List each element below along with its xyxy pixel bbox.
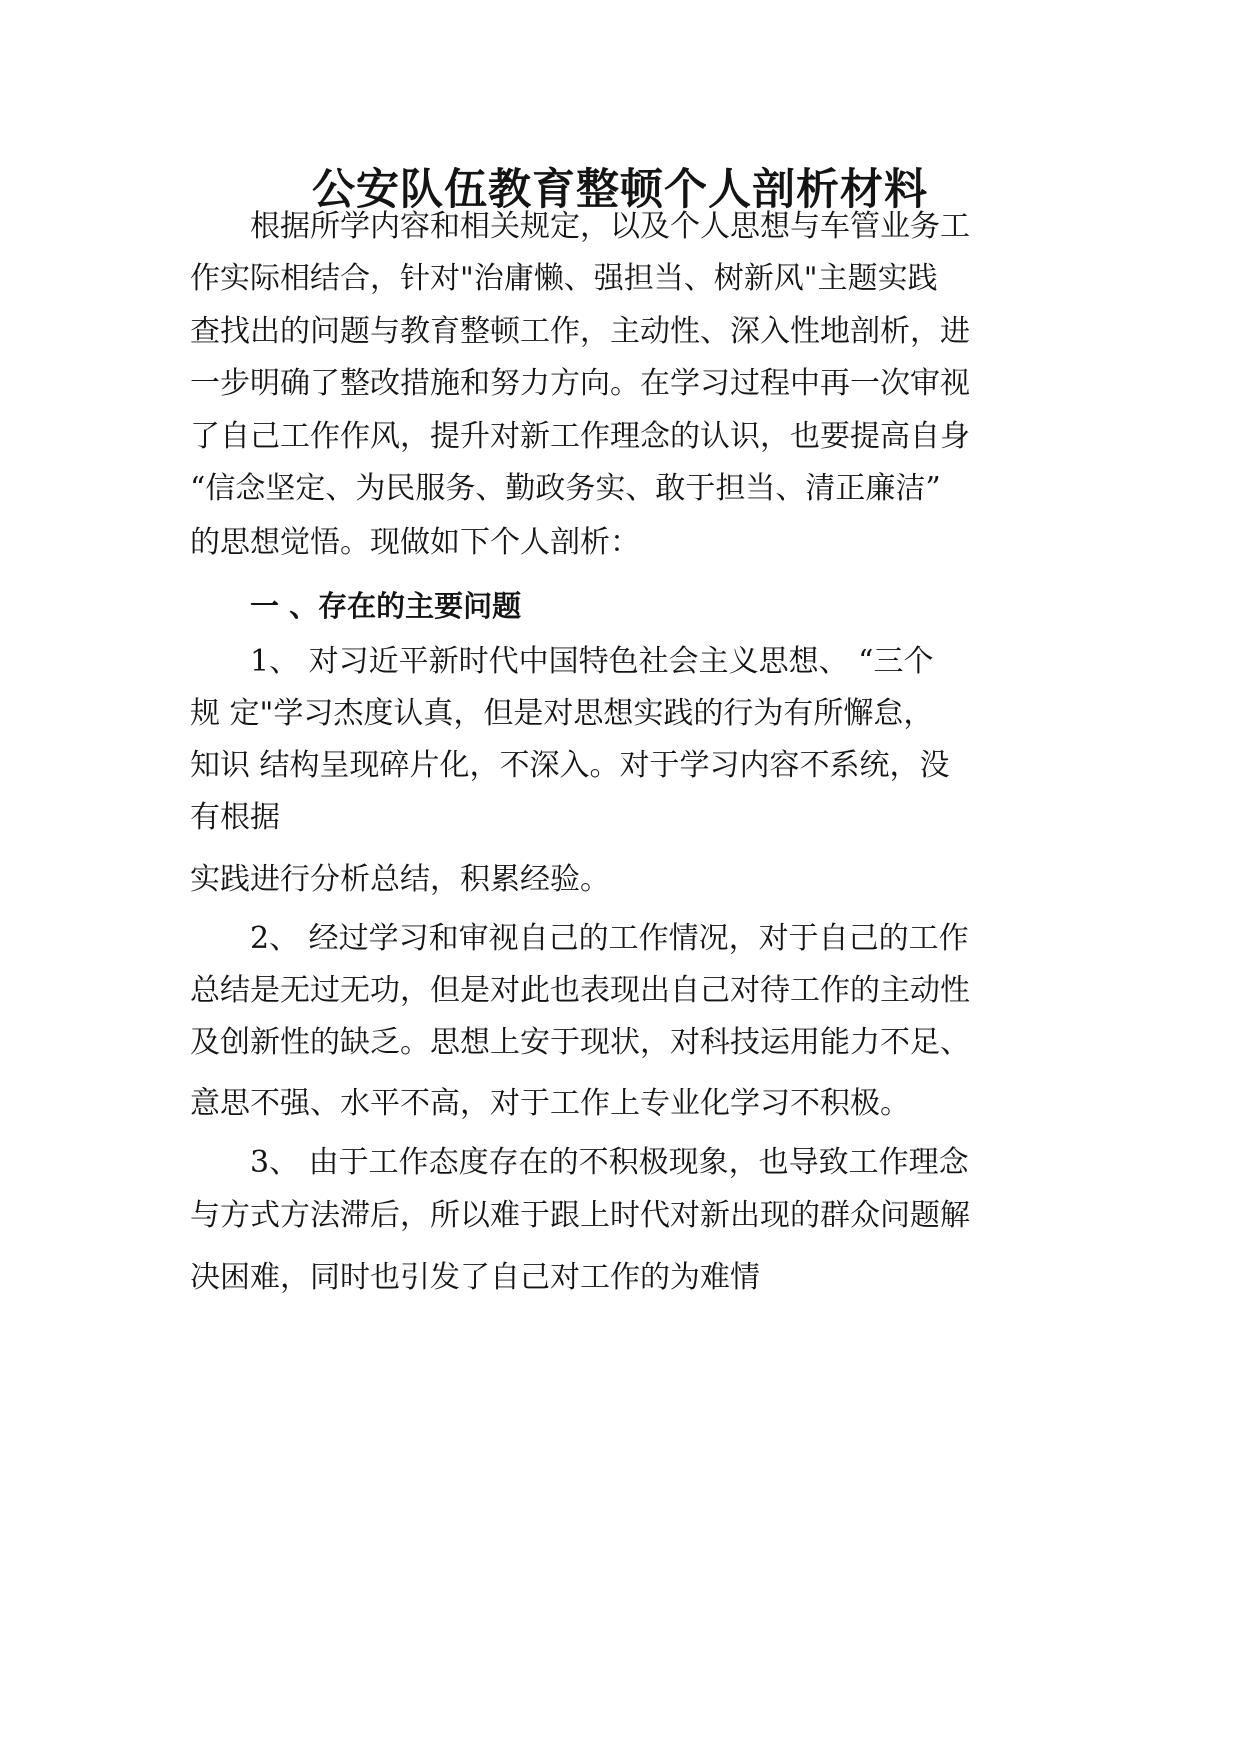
item-line: 3、 由于工作态度存在的不积极现象，也导致工作理念 [250, 1145, 969, 1180]
intro-line: “信念坚定、为民服务、勤政务实、敢于担当、清正廉洁” [190, 471, 941, 506]
item-line: 与方式方法滞后，所以难于跟上时代对新出现的群众问题解 [190, 1198, 970, 1233]
section-heading: 一 、存在的主要问题 [250, 589, 522, 623]
item-line: 规 定"学习杰度认真，但是对思想实践的行为有所懈怠， [190, 696, 934, 731]
item-line: 知识 结构呈现碎片化，不深入。对于学习内容不系统，没 [190, 748, 950, 783]
item-line: 2、 经过学习和审视自己的工作情况，对于自己的工作 [250, 921, 969, 956]
intro-line: 作实际相结合，针对"治庸懒、强担当、树新风"主题实践 [190, 261, 938, 296]
item-line: 决困难，同时也引发了自己对工作的为难情 [190, 1260, 760, 1295]
item-line: 总结是无过无功，但是对此也表现出自己对待工作的主动性 [190, 973, 970, 1008]
intro-line: 了自己工作作风，提升对新工作理念的认识，也要提高自身 [190, 419, 970, 454]
intro-line: 一步明确了整改措施和努力方向。在学习过程中再一次审视 [190, 366, 970, 401]
item-line: 有根据 [190, 800, 280, 835]
intro-line: 查找出的问题与教育整顿工作，主动性、深入性地剖析，进 [190, 314, 970, 349]
item-line: 意思不强、水平不高，对于工作上专业化学习不积极。 [190, 1086, 910, 1121]
document-title: 公安队伍教育整顿个人剖析材料 [312, 165, 928, 215]
item-line: 实践进行分析总结，积累经验。 [190, 862, 610, 897]
intro-line: 的思想觉悟。现做如下个人剖析： [190, 525, 640, 560]
intro-line: 根据所学内容和相关规定，以及个人思想与车管业务工 [250, 209, 970, 244]
item-line: 及创新性的缺乏。思想上安于现状，对科技运用能力不足、 [190, 1025, 970, 1060]
item-line: 1、 对习近平新时代中国特色社会主义思想、 “三个 [250, 644, 934, 679]
